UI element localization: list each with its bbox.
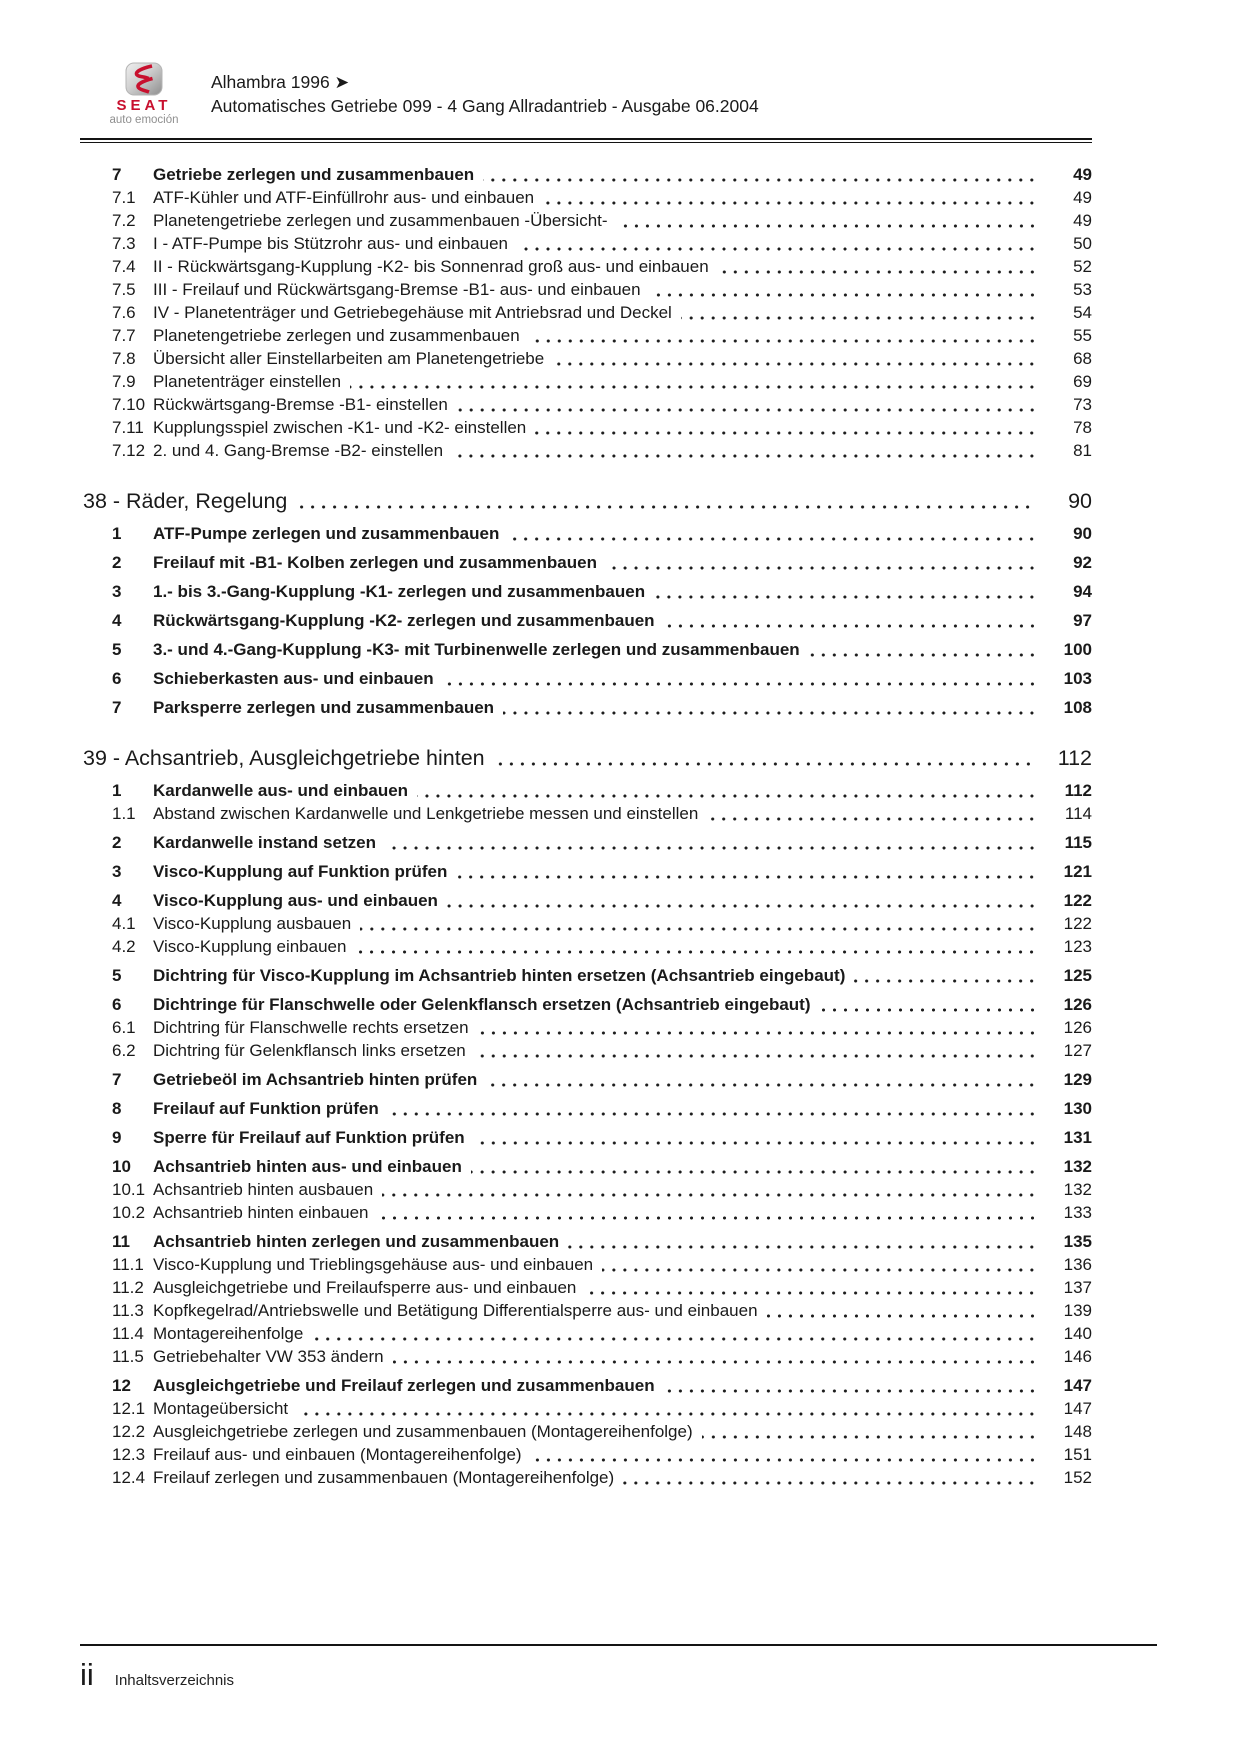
model-title: Alhambra 1996 ➤ bbox=[211, 72, 350, 92]
toc-entry-page-number: 146 bbox=[1063, 1347, 1092, 1366]
footer-divider bbox=[80, 1644, 1157, 1646]
toc-entry-title: III - Freilauf und Rückwärtsgang-Bremse -B1- aus- und einbauen bbox=[153, 280, 641, 299]
toc-row bbox=[83, 860, 1092, 883]
toc-entry-page-number: 126 bbox=[1063, 995, 1092, 1014]
toc-entry-page-number: 122 bbox=[1063, 914, 1092, 933]
toc-entry-title: Visco-Kupplung ausbauen bbox=[153, 914, 352, 933]
toc-entry-page-number: 81 bbox=[1073, 441, 1092, 460]
toc-entry-title: Freilauf auf Funktion prüfen bbox=[153, 1099, 379, 1118]
toc-entry-number: 7.5 bbox=[112, 280, 136, 299]
toc-entry-title: Kopfkegelrad/Antriebswelle und Betätigung Differentialsperre aus- und einbauen bbox=[153, 1301, 758, 1320]
dot-leader bbox=[499, 522, 1048, 545]
dot-leader bbox=[287, 488, 1044, 515]
toc-row bbox=[83, 993, 1092, 1016]
toc-row bbox=[83, 1443, 1092, 1466]
toc-entry-page-number: 129 bbox=[1063, 1070, 1092, 1089]
toc-entry-title: Getriebehalter VW 353 ändern bbox=[153, 1347, 384, 1366]
dot-leader bbox=[288, 1397, 1048, 1420]
dot-leader bbox=[477, 1068, 1048, 1091]
toc-entry-page-number: 127 bbox=[1063, 1041, 1092, 1060]
toc-entry-page-number: 131 bbox=[1063, 1128, 1092, 1147]
toc-entry-page-number: 136 bbox=[1063, 1255, 1092, 1274]
toc-entry-number: 5 bbox=[112, 640, 122, 659]
toc-entry-number: 7.3 bbox=[112, 234, 136, 253]
toc-entry-page-number: 94 bbox=[1073, 582, 1092, 601]
toc-entry-number: 11.3 bbox=[112, 1301, 144, 1320]
dot-leader bbox=[303, 1322, 1048, 1345]
toc-entry-page-number: 126 bbox=[1063, 1018, 1092, 1037]
toc-row bbox=[83, 802, 1092, 825]
toc-row bbox=[83, 1322, 1092, 1345]
toc-entry-title: ATF-Pumpe zerlegen und zusammenbauen bbox=[153, 524, 500, 543]
toc-entry-title: Rückwärtsgang-Bremse -B1- einstellen bbox=[153, 395, 448, 414]
toc-section-page-number: 90 bbox=[1068, 489, 1092, 513]
toc-entry-title: Freilauf mit -B1- Kolben zerlegen und zusammenbauen bbox=[153, 553, 597, 572]
toc-entry-page-number: 49 bbox=[1073, 188, 1092, 207]
dot-leader bbox=[845, 964, 1048, 987]
toc-row bbox=[83, 416, 1092, 439]
toc-entry-title: Achsantrieb hinten einbauen bbox=[153, 1203, 369, 1222]
toc-row bbox=[83, 347, 1092, 370]
toc-entry-page-number: 103 bbox=[1063, 669, 1092, 688]
toc-entry-page-number: 108 bbox=[1063, 698, 1092, 717]
toc-entry-title: Dichtringe für Flanschwelle oder Gelenkflansch ersetzen (Achsantrieb eingebaut) bbox=[153, 995, 811, 1014]
toc-entry-page-number: 49 bbox=[1073, 211, 1092, 230]
toc-entry-page-number: 123 bbox=[1063, 937, 1092, 956]
toc-row bbox=[83, 696, 1092, 719]
toc-entry-number: 11.1 bbox=[112, 1255, 144, 1274]
toc-entry-page-number: 73 bbox=[1073, 395, 1092, 414]
toc-entry-title: Visco-Kupplung aus- und einbauen bbox=[153, 891, 438, 910]
toc-row bbox=[83, 1420, 1092, 1443]
toc-entry-title: Abstand zwischen Kardanwelle und Lenkgetriebe messen und einstellen bbox=[153, 804, 699, 823]
toc-entry-title: ATF-Kühler und ATF-Einfüllrohr aus- und einbauen bbox=[153, 188, 535, 207]
dot-leader bbox=[508, 232, 1048, 255]
toc-entry-page-number: 90 bbox=[1073, 524, 1092, 543]
toc-entry-number: 7.9 bbox=[112, 372, 136, 391]
toc-entry-title: Montageübersicht bbox=[153, 1399, 289, 1418]
toc-entry-title: Dichtring für Flanschwelle rechts ersetzen bbox=[153, 1018, 469, 1037]
toc-entry-title: Kardanwelle aus- und einbauen bbox=[153, 781, 409, 800]
header-divider bbox=[80, 138, 1092, 143]
toc-row bbox=[83, 551, 1092, 574]
toc-row bbox=[83, 1466, 1092, 1489]
toc-entry-number: 11.2 bbox=[112, 1278, 144, 1297]
toc-entry-number: 10.1 bbox=[112, 1180, 146, 1199]
seat-brand-name: SEAT bbox=[116, 97, 172, 114]
toc-entry-number: 12 bbox=[112, 1376, 131, 1395]
toc-row bbox=[83, 163, 1092, 186]
toc-entry-number: 7 bbox=[112, 165, 122, 184]
toc-entry-number: 6.1 bbox=[112, 1018, 136, 1037]
toc-row bbox=[83, 186, 1092, 209]
toc-entry-page-number: 133 bbox=[1063, 1203, 1092, 1222]
toc-entry-title: Montagereihenfolge bbox=[153, 1324, 304, 1343]
toc-row bbox=[83, 393, 1092, 416]
dot-leader bbox=[373, 1178, 1048, 1201]
toc-entry-title: Schieberkasten aus- und einbauen bbox=[153, 669, 434, 688]
toc-row bbox=[83, 1397, 1092, 1420]
dot-leader bbox=[384, 1345, 1048, 1368]
toc-entry-number: 2 bbox=[112, 553, 122, 572]
toc-entry-title: IV - Planetenträger und Getriebegehäuse mit Antriebsrad und Deckel bbox=[153, 303, 672, 322]
dot-leader bbox=[466, 1039, 1048, 1062]
document-title: Automatisches Getriebe 099 - 4 Gang Allradantrieb - Ausgabe 06.2004 bbox=[211, 96, 759, 116]
toc-entry-title: II - Rückwärtsgang-Kupplung -K2- bis Sonnenrad groß aus- und einbauen bbox=[153, 257, 709, 276]
toc-row bbox=[83, 1276, 1092, 1299]
toc-entry-title: Rückwärtsgang-Kupplung -K2- zerlegen und zusammenbauen bbox=[153, 611, 655, 630]
toc-row bbox=[83, 609, 1092, 632]
toc-entry-page-number: 54 bbox=[1073, 303, 1092, 322]
dot-leader bbox=[758, 1299, 1048, 1322]
toc-entry-number: 10 bbox=[112, 1157, 131, 1176]
toc-entry-number: 10.2 bbox=[112, 1203, 146, 1222]
toc-entry-title: Ausgleichgetriebe und Freilauf zerlegen und zusammenbauen bbox=[153, 1376, 655, 1395]
folio-page-number: ii bbox=[80, 1657, 94, 1692]
dot-leader bbox=[448, 393, 1048, 416]
toc-entry-page-number: 125 bbox=[1063, 966, 1092, 985]
toc-entry-page-number: 139 bbox=[1063, 1301, 1092, 1320]
toc-entry-title: Achsantrieb hinten aus- und einbauen bbox=[153, 1157, 462, 1176]
dot-leader bbox=[655, 609, 1048, 632]
toc-row bbox=[83, 255, 1092, 278]
toc-entry-title: Sperre für Freilauf auf Funktion prüfen bbox=[153, 1128, 465, 1147]
dot-leader bbox=[608, 209, 1048, 232]
toc-row bbox=[83, 1126, 1092, 1149]
toc-row bbox=[83, 1039, 1092, 1062]
dot-leader bbox=[351, 912, 1048, 935]
dot-leader bbox=[526, 416, 1048, 439]
toc-entry-page-number: 152 bbox=[1063, 1468, 1092, 1487]
dot-leader bbox=[341, 370, 1048, 393]
dot-leader bbox=[469, 1016, 1048, 1039]
toc-entry-page-number: 140 bbox=[1063, 1324, 1092, 1343]
toc-row bbox=[83, 889, 1092, 912]
toc-row bbox=[83, 1178, 1092, 1201]
page-header bbox=[85, 60, 759, 127]
dot-leader bbox=[641, 278, 1048, 301]
toc-entry-title: Getriebeöl im Achsantrieb hinten prüfen bbox=[153, 1070, 478, 1089]
toc-entry-title: 2. und 4. Gang-Bremse -B2- einstellen bbox=[153, 441, 444, 460]
dot-leader bbox=[698, 802, 1048, 825]
toc-row bbox=[83, 1253, 1092, 1276]
toc-row bbox=[83, 831, 1092, 854]
toc-entry-page-number: 55 bbox=[1073, 326, 1092, 345]
header-titles bbox=[211, 60, 759, 118]
dot-leader bbox=[559, 1230, 1048, 1253]
toc-entry-title: Getriebe zerlegen und zusammenbauen bbox=[153, 165, 475, 184]
toc-entry-number: 4 bbox=[112, 611, 122, 630]
toc-entry-title: Kardanwelle instand setzen bbox=[153, 833, 376, 852]
toc-entry-number: 11 bbox=[112, 1232, 130, 1251]
toc-row bbox=[83, 370, 1092, 393]
dot-leader bbox=[576, 1276, 1048, 1299]
toc-row bbox=[83, 232, 1092, 255]
toc-row bbox=[83, 580, 1092, 603]
toc-entry-page-number: 69 bbox=[1073, 372, 1092, 391]
toc-row bbox=[83, 779, 1092, 802]
toc-entry-page-number: 53 bbox=[1073, 280, 1092, 299]
toc-entry-title: Übersicht aller Einstellarbeiten am Planetengetriebe bbox=[153, 349, 545, 368]
toc-row bbox=[83, 1201, 1092, 1224]
toc-entry-number: 3 bbox=[112, 582, 122, 601]
toc-row bbox=[83, 638, 1092, 661]
toc-section-header bbox=[83, 488, 1092, 515]
toc-row bbox=[83, 964, 1092, 987]
dot-leader bbox=[346, 935, 1048, 958]
dot-leader bbox=[376, 831, 1048, 854]
toc-entry-page-number: 68 bbox=[1073, 349, 1092, 368]
toc-entry-title: Planetengetriebe zerlegen und zusammenbauen -Übersicht- bbox=[153, 211, 608, 230]
table-of-contents bbox=[83, 157, 1092, 1489]
toc-entry-page-number: 92 bbox=[1073, 553, 1092, 572]
toc-entry-number: 5 bbox=[112, 966, 122, 985]
toc-entry-number: 12.4 bbox=[112, 1468, 146, 1487]
toc-row bbox=[83, 667, 1092, 690]
toc-entry-title: Freilauf zerlegen und zusammenbauen (Montagereihenfolge) bbox=[153, 1468, 615, 1487]
toc-entry-number: 7.7 bbox=[112, 326, 136, 345]
toc-entry-title: Kupplungsspiel zwischen -K1- und -K2- einstellen bbox=[153, 418, 527, 437]
dot-leader bbox=[597, 551, 1048, 574]
toc-entry-number: 3 bbox=[112, 862, 122, 881]
dot-leader bbox=[593, 1253, 1048, 1276]
toc-entry-page-number: 137 bbox=[1063, 1278, 1092, 1297]
toc-entry-number: 7.8 bbox=[112, 349, 136, 368]
toc-entry-page-number: 112 bbox=[1064, 781, 1092, 800]
dot-leader bbox=[494, 696, 1048, 719]
toc-entry-number: 4.2 bbox=[112, 937, 136, 956]
toc-entry-page-number: 135 bbox=[1063, 1232, 1092, 1251]
dot-leader bbox=[655, 1374, 1048, 1397]
toc-row bbox=[83, 439, 1092, 462]
toc-entry-number: 1 bbox=[112, 781, 122, 800]
dot-leader bbox=[379, 1097, 1048, 1120]
toc-entry-number: 4 bbox=[112, 891, 122, 910]
dot-leader bbox=[672, 301, 1048, 324]
dot-leader bbox=[438, 889, 1048, 912]
seat-logo-icon bbox=[125, 62, 163, 96]
toc-entry-page-number: 147 bbox=[1063, 1399, 1092, 1418]
toc-entry-title: 1.- bis 3.-Gang-Kupplung -K1- zerlegen und zusammenbauen bbox=[153, 582, 646, 601]
toc-row bbox=[83, 1016, 1092, 1039]
toc-section-label: 39 - Achsantrieb, Ausgleichgetriebe hinten bbox=[83, 746, 485, 770]
toc-entry-title: I - ATF-Pumpe bis Stützrohr aus- und einbauen bbox=[153, 234, 508, 253]
toc-section-label: 38 - Räder, Regelung bbox=[83, 489, 288, 513]
toc-row bbox=[83, 1097, 1092, 1120]
toc-entry-number: 1 bbox=[112, 524, 122, 543]
dot-leader bbox=[408, 779, 1048, 802]
toc-entry-page-number: 151 bbox=[1063, 1445, 1092, 1464]
dot-leader bbox=[443, 439, 1048, 462]
toc-row bbox=[83, 1155, 1092, 1178]
toc-entry-number: 9 bbox=[112, 1128, 122, 1147]
dot-leader bbox=[534, 186, 1048, 209]
toc-entry-page-number: 115 bbox=[1064, 833, 1092, 852]
toc-entry-number: 4.1 bbox=[112, 914, 136, 933]
dot-leader bbox=[520, 324, 1048, 347]
toc-row bbox=[83, 209, 1092, 232]
toc-entry-title: Achsantrieb hinten zerlegen und zusammenbauen bbox=[153, 1232, 560, 1251]
toc-entry-number: 7.10 bbox=[112, 395, 146, 414]
toc-section-page-number: 112 bbox=[1057, 746, 1092, 770]
toc-entry-title: Visco-Kupplung und Trieblingsgehäuse aus- und einbauen bbox=[153, 1255, 594, 1274]
toc-entry-number: 7.2 bbox=[112, 211, 136, 230]
toc-entry-page-number: 147 bbox=[1063, 1376, 1092, 1395]
toc-entry-number: 7.4 bbox=[112, 257, 136, 276]
toc-row bbox=[83, 1345, 1092, 1368]
toc-section-header bbox=[83, 745, 1092, 772]
dot-leader bbox=[465, 1126, 1048, 1149]
toc-entry-page-number: 148 bbox=[1063, 1422, 1092, 1441]
toc-entry-number: 11.4 bbox=[112, 1324, 144, 1343]
toc-row bbox=[83, 278, 1092, 301]
toc-row bbox=[83, 1374, 1092, 1397]
dot-leader bbox=[709, 255, 1048, 278]
toc-entry-number: 1.1 bbox=[112, 804, 136, 823]
toc-row bbox=[83, 912, 1092, 935]
dot-leader bbox=[693, 1420, 1048, 1443]
toc-entry-page-number: 49 bbox=[1073, 165, 1092, 184]
dot-leader bbox=[474, 163, 1048, 186]
toc-entry-number: 2 bbox=[112, 833, 122, 852]
toc-entry-title: Freilauf aus- und einbauen (Montagereihenfolge) bbox=[153, 1445, 522, 1464]
toc-entry-number: 7.6 bbox=[112, 303, 136, 322]
toc-row bbox=[83, 324, 1092, 347]
toc-entry-number: 6 bbox=[112, 995, 122, 1014]
toc-entry-page-number: 132 bbox=[1063, 1180, 1092, 1199]
toc-entry-page-number: 52 bbox=[1073, 257, 1092, 276]
toc-row bbox=[83, 522, 1092, 545]
toc-row bbox=[83, 1230, 1092, 1253]
toc-entry-page-number: 122 bbox=[1063, 891, 1092, 910]
toc-entry-title: Ausgleichgetriebe zerlegen und zusammenbauen (Montagereihenfolge) bbox=[153, 1422, 693, 1441]
dot-leader bbox=[800, 638, 1048, 661]
toc-entry-title: Parksperre zerlegen und zusammenbauen bbox=[153, 698, 495, 717]
toc-row bbox=[83, 1299, 1092, 1322]
toc-entry-number: 7.12 bbox=[112, 441, 146, 460]
dot-leader bbox=[522, 1443, 1048, 1466]
toc-entry-page-number: 130 bbox=[1063, 1099, 1092, 1118]
toc-entry-title: Visco-Kupplung auf Funktion prüfen bbox=[153, 862, 448, 881]
toc-entry-title: Planetenträger einstellen bbox=[153, 372, 342, 391]
toc-entry-number: 7.11 bbox=[112, 418, 144, 437]
toc-row bbox=[83, 301, 1092, 324]
dot-leader bbox=[447, 860, 1048, 883]
toc-entry-page-number: 78 bbox=[1073, 418, 1092, 437]
toc-entry-number: 12.3 bbox=[112, 1445, 146, 1464]
toc-entry-number: 11.5 bbox=[112, 1347, 144, 1366]
toc-entry-number: 8 bbox=[112, 1099, 122, 1118]
toc-entry-title: Dichtring für Gelenkflansch links ersetzen bbox=[153, 1041, 466, 1060]
page-footer bbox=[80, 1655, 234, 1695]
toc-entry-number: 6.2 bbox=[112, 1041, 136, 1060]
toc-entry-page-number: 114 bbox=[1064, 804, 1092, 823]
toc-row bbox=[83, 1068, 1092, 1091]
toc-row bbox=[83, 935, 1092, 958]
toc-entry-number: 12.1 bbox=[112, 1399, 146, 1418]
dot-leader bbox=[614, 1466, 1048, 1489]
toc-entry-title: Ausgleichgetriebe und Freilaufsperre aus- und einbauen bbox=[153, 1278, 577, 1297]
dot-leader bbox=[369, 1201, 1049, 1224]
toc-entry-number: 12.2 bbox=[112, 1422, 146, 1441]
toc-entry-number: 7 bbox=[112, 698, 122, 717]
dot-leader bbox=[645, 580, 1048, 603]
toc-entry-page-number: 100 bbox=[1063, 640, 1092, 659]
toc-entry-page-number: 121 bbox=[1063, 862, 1092, 881]
dot-leader bbox=[434, 667, 1048, 690]
toc-entry-title: Visco-Kupplung einbauen bbox=[153, 937, 347, 956]
seat-logo bbox=[85, 60, 203, 127]
toc-entry-title: Planetengetriebe zerlegen und zusammenbauen bbox=[153, 326, 520, 345]
dot-leader bbox=[544, 347, 1048, 370]
toc-entry-page-number: 97 bbox=[1073, 611, 1092, 630]
dot-leader bbox=[485, 745, 1044, 772]
toc-entry-title: Achsantrieb hinten ausbauen bbox=[153, 1180, 374, 1199]
toc-entry-number: 7 bbox=[112, 1070, 122, 1089]
seat-brand-tagline: auto emoción bbox=[109, 114, 179, 126]
toc-entry-title: 3.- und 4.-Gang-Kupplung -K3- mit Turbinenwelle zerlegen und zusammenbauen bbox=[153, 640, 800, 659]
dot-leader bbox=[462, 1155, 1048, 1178]
toc-entry-number: 7.1 bbox=[112, 188, 136, 207]
toc-entry-number: 6 bbox=[112, 669, 122, 688]
dot-leader bbox=[811, 993, 1049, 1016]
toc-entry-page-number: 132 bbox=[1063, 1157, 1092, 1176]
toc-entry-title: Dichtring für Visco-Kupplung im Achsantrieb hinten ersetzen (Achsantrieb eingebaut) bbox=[153, 966, 846, 985]
toc-entry-page-number: 50 bbox=[1073, 234, 1092, 253]
footer-section-label: Inhaltsverzeichnis bbox=[114, 1672, 235, 1689]
